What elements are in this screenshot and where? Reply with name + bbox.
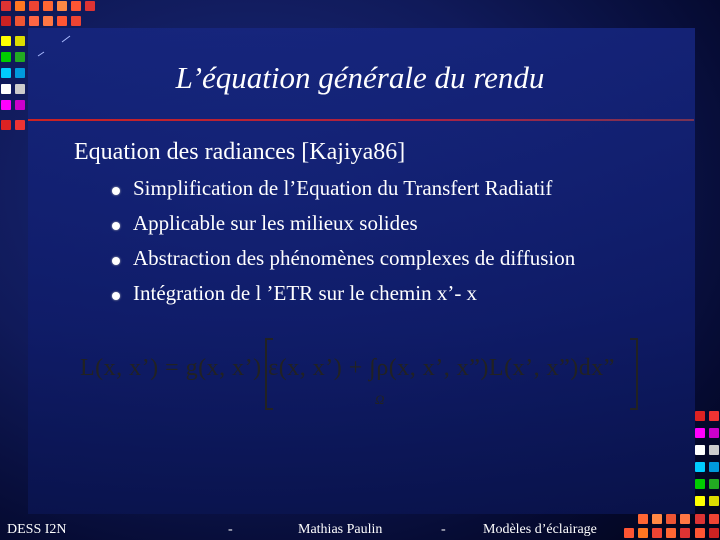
footer-dash-2: -: [441, 522, 446, 537]
section-heading: Equation des radiances [Kajiya86]: [74, 139, 406, 165]
footer-author: Mathias Paulin: [298, 522, 383, 537]
bullet-text: Simplification de l’Equation du Transfert Radiatif: [133, 176, 553, 200]
bullet-text: Abstraction des phénomènes complexes de diffusion: [133, 246, 576, 270]
bullet-text: Intégration de l ’ETR sur le chemin x’- x: [133, 281, 478, 305]
title-underline: [28, 119, 694, 121]
formula-text: L(x, x’) = g(x, x’) ε(x, x’) + ∫ρ(x, x’, x”)L(x’, x”)dx”: [80, 355, 615, 381]
footer-left: DESS I2N: [7, 522, 67, 537]
slide-title: L’équation générale du rendu: [175, 60, 545, 95]
integral-domain: Ω: [375, 392, 385, 407]
footer-dash-1: -: [228, 522, 233, 537]
bullet-icon: [112, 222, 120, 230]
content-panel: [28, 28, 695, 514]
rendering-equation: [60, 330, 680, 420]
bullet-icon: [112, 292, 120, 300]
formula-bracket-right: [630, 338, 638, 410]
bullet-icon: [112, 257, 120, 265]
footer-course: Modèles d’éclairage: [483, 522, 597, 537]
bullet-text: Applicable sur les milieux solides: [133, 211, 418, 235]
bullet-icon: [112, 187, 120, 195]
